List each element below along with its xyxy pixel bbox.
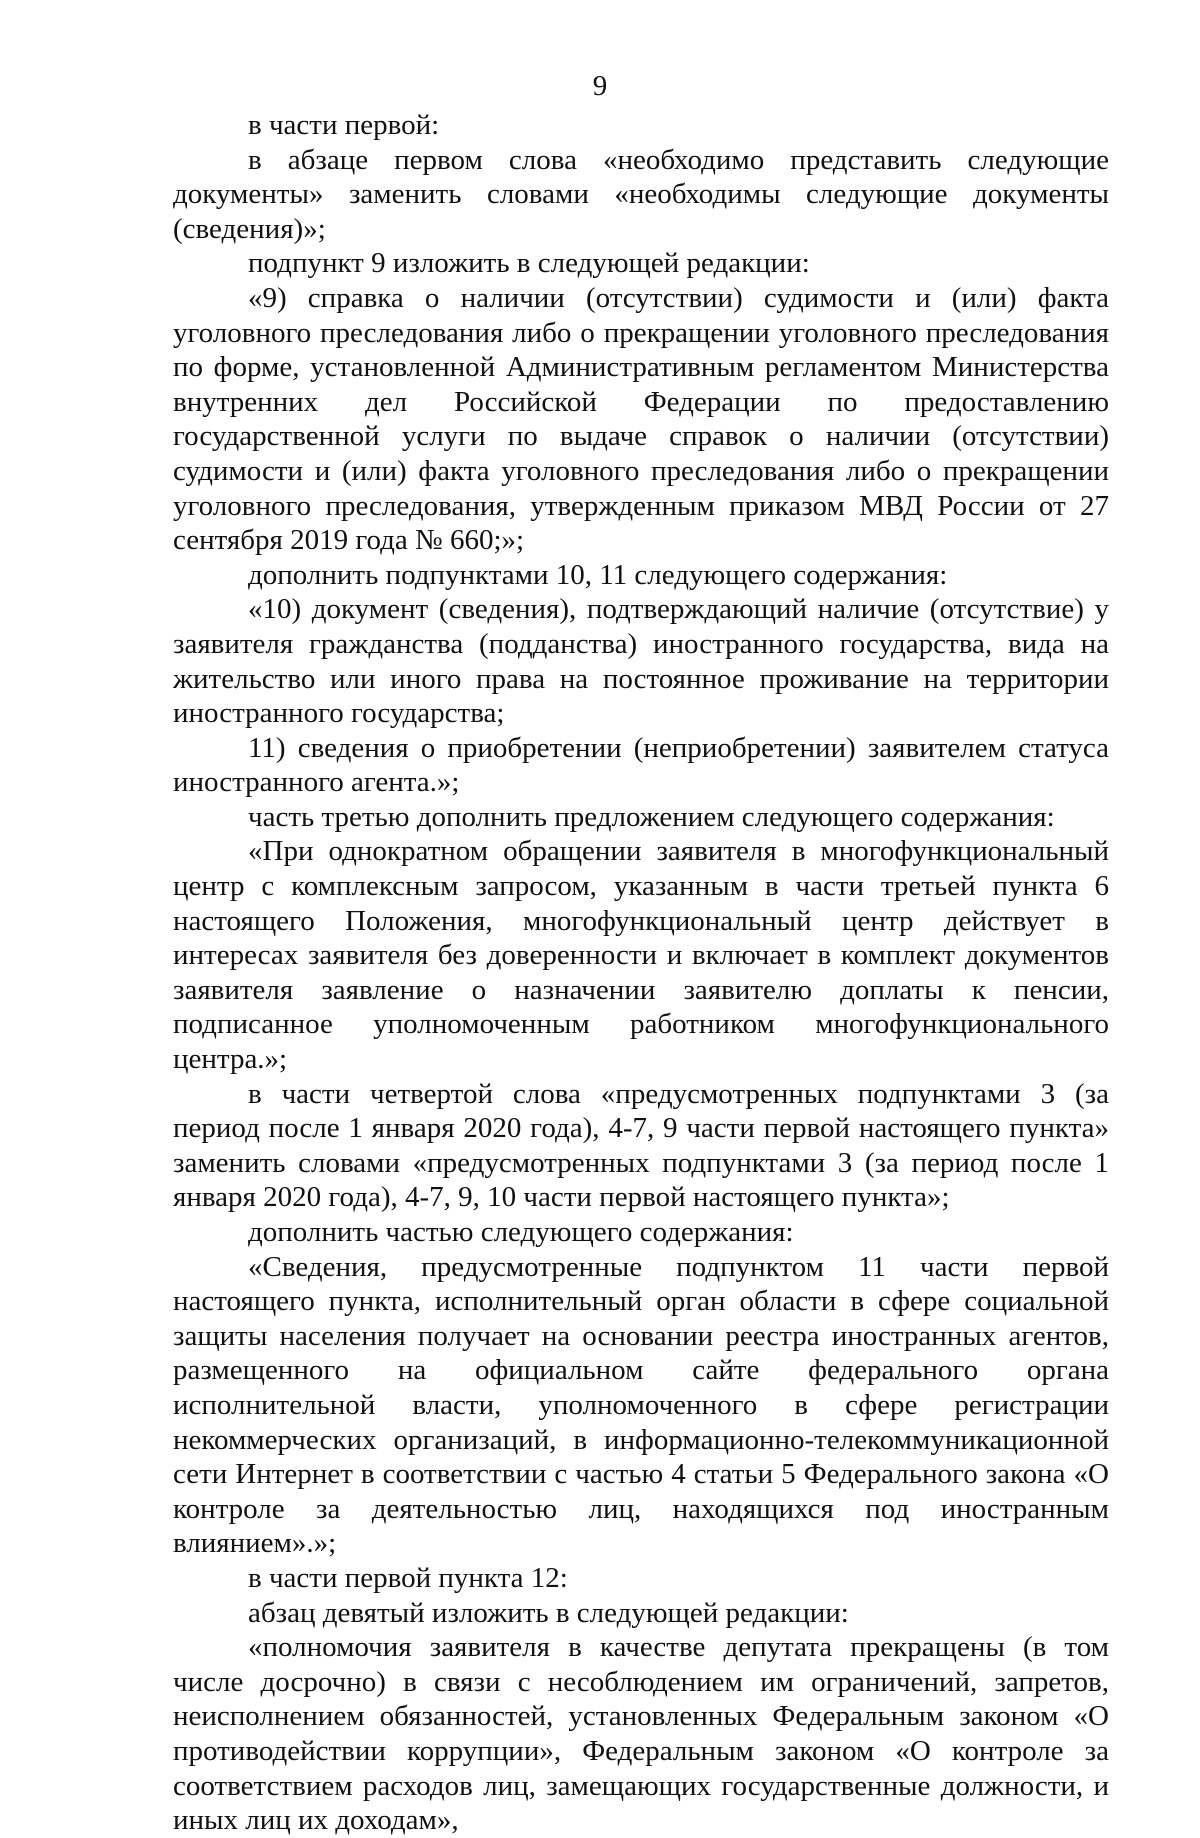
paragraph: дополнить подпунктами 10, 11 следующего содержания: [248, 558, 948, 591]
paragraph: в абзаце первом слова «необходимо представить следующие документы» заменить словами «необходимы следующие документы (сведения)»; [173, 143, 1109, 245]
paragraph: «При однократном обращении заявителя в многофункциональный центр с комплексным запросом, указанным в части третьей пункта 6 настоящего Положения, многофункциональный центр действует в интересах заявителя без доверенности и включает в комплект документов заявителя заявление о назначении заявителю доплаты к пенсии, подписанное уполномоченным работником многофункционального центра.»; [173, 835, 1109, 1076]
paragraph: дополнить частью следующего содержания: [248, 1216, 794, 1248]
paragraph: абзац девятый изложить в следующей редакции: [248, 1596, 849, 1629]
paragraph: в части первой пункта 12: [248, 1561, 568, 1594]
paragraph: «полномочия заявителя в качестве депутата прекращены (в том числе досрочно) в связи с несоблюдением им ограничений, запретов, неисполнением обязанностей, установленных Федеральным законом «О противодействии коррупции», Федеральным законом «О контроле за соответствием расходов лиц, замещающих государственные должности, и иных лиц их доходам», [173, 1631, 1109, 1837]
paragraph: часть третью дополнить предложением следующего содержания: [248, 800, 1055, 833]
paragraph: в части четвертой слова «предусмотренных подпунктами 3 (за период после 1 января 2020 года), 4-7, 9 части первой настоящего пункта» заменить словами «предусмотренных подпунктами 3 (за период после 1 января 2020 года), 4-7, 9, 10 части первой настоящего пункта»; [173, 1077, 1109, 1214]
paragraph: 11) сведения о приобретении (неприобретении) заявителем статуса иностранного агента.»; [173, 731, 1109, 799]
paragraph: «10) документ (сведения), подтверждающий наличие (отсутствие) у заявителя гражданства (подданства) иностранного государства, вида на жительство или иного права на постоянное проживание на территории иностранного государства; [173, 593, 1109, 730]
paragraph: подпункт 9 изложить в следующей редакции: [248, 247, 810, 280]
page-number: 9 [592, 70, 608, 102]
paragraph: «9) справка о наличии (отсутствии) судимости и (или) факта уголовного преследования либо о прекращении уголовного преследования по форме, установленной Административным регламентом Министерства внутренних дел Российской Федерации по предоставлению государственной услуги по выдаче справок о наличии (отсутствии) судимости и (или) факта уголовного преследования либо о прекращении уголовного преследования, утвержденным приказом МВД России от 27 сентября 2019 года № 660;»; [173, 281, 1109, 557]
paragraph: в части первой: [248, 109, 440, 141]
paragraph: «Сведения, предусмотренные подпунктом 11 части первой настоящего пункта, исполнительный орган области в сфере социальной защиты населения получает на основании реестра иностранных агентов, размещенного на официальном сайте федерального органа исполнительной власти, уполномоченного в сфере регистрации некоммерческих организаций, в информационно-телекоммуникационной сети Интернет в соответствии с частью 4 статьи 5 Федерального закона «О контроле за деятельностью лиц, находящихся под иностранным влиянием».»; [173, 1250, 1109, 1560]
document-body [173, 108, 1109, 1838]
